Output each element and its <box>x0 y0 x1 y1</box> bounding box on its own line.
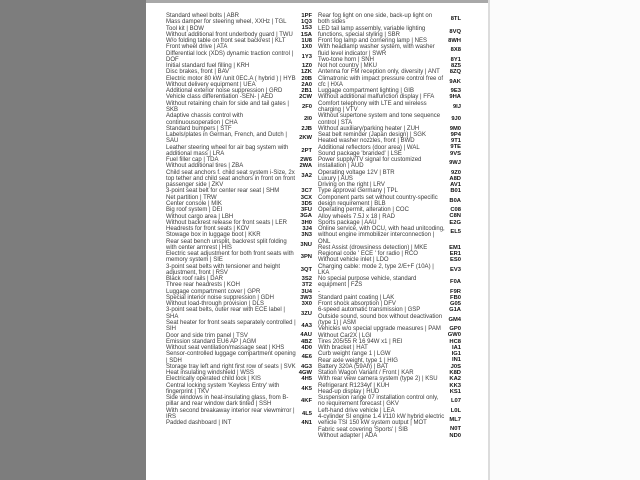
option-description: Without load-through provision | DLS <box>166 301 264 308</box>
option-description: Storage tray left and right first row of seats | SVK <box>166 363 296 370</box>
option-code: ER1 <box>449 250 461 257</box>
option-row <box>166 239 312 252</box>
option-code: 1Y3 <box>301 53 312 60</box>
option-description: Without auxiliary/parking heater | ZUH <box>318 125 420 132</box>
option-description: Outside sound, sound box without deactivation (type 1) | ASM <box>318 313 443 327</box>
option-code-column-left <box>166 13 312 427</box>
option-code: ML7 <box>449 417 461 424</box>
option-code: K8D <box>449 370 461 377</box>
option-code: 4E6 <box>301 354 312 361</box>
option-description: Without additional front underbody guard | TWU <box>166 31 293 38</box>
option-description: Type approval Germany | TPL <box>318 188 398 195</box>
option-description: Child seat anchors f. child seat system i-Size, 2x top tether and child seat anchors in front on front passenger side | ZKV <box>166 169 296 189</box>
option-code: F0A <box>450 279 461 286</box>
option-code: 8ZQ <box>449 69 461 76</box>
page-right-edge <box>488 0 490 480</box>
option-code: 1Q3 <box>301 19 312 26</box>
option-code: N0T <box>450 426 461 433</box>
option-row <box>318 395 461 408</box>
option-description: Without retaining chain for side and tail gates | SKB <box>166 100 289 113</box>
option-row <box>166 383 312 396</box>
option-code: IA1 <box>451 344 461 351</box>
option-description: Front fog lamp and cornering lamp | NES <box>318 38 427 45</box>
option-row <box>318 13 461 26</box>
option-code: 3X0 <box>301 301 312 308</box>
option-description: Component parts set without country-specific design requirement | BLB <box>318 194 438 207</box>
option-code: G05 <box>450 301 461 308</box>
option-description: Heated washer nozzles, front | BWD <box>318 138 415 145</box>
option-description: Center console | MIK <box>166 200 222 207</box>
option-code: 4KF <box>301 398 312 405</box>
option-code: GM4 <box>448 316 461 323</box>
option-code: 9P4 <box>450 131 461 138</box>
option-description: Left-hand drive vehicle | LEA <box>318 407 395 414</box>
option-description: Seat heater for front seats separately controlled | SIH <box>166 320 296 333</box>
option-code: KA2 <box>449 376 461 383</box>
option-code: 3C7 <box>301 188 312 195</box>
option-description: Sound package 'branded' | LSE <box>318 150 402 157</box>
option-row <box>318 157 461 170</box>
option-row <box>318 26 461 39</box>
option-description: Without delivery equipment | UEA <box>166 81 256 88</box>
option-row <box>166 408 312 421</box>
option-code: 4BZ <box>301 338 312 345</box>
option-code: 3T2 <box>302 282 312 289</box>
option-description: Rear fog light on one side, back-up light on both sides <box>318 13 433 26</box>
option-code: 3N3 <box>301 232 312 239</box>
option-description: Fuel filler cap | TDA <box>166 157 219 164</box>
option-code: AV1 <box>450 182 461 189</box>
option-description: Sensor-controlled luggage compartment opening | SDH <box>166 351 296 364</box>
option-description: Vehicles w/o special upgrade measures | PAM <box>318 326 441 333</box>
option-row <box>318 433 461 439</box>
option-description: W/o folding table on front seat backrest | KLT <box>166 38 286 45</box>
option-description: Headrests for front seats | KOV <box>166 226 250 233</box>
option-code: KK3 <box>449 382 461 389</box>
option-row <box>318 101 461 114</box>
option-code: 9Z0 <box>451 169 461 176</box>
option-row <box>166 113 312 126</box>
option-code: 1ZK <box>301 69 312 76</box>
option-description: Curb weight range 1 | LGW <box>318 351 391 358</box>
option-description: Two-tone horn | SNH <box>318 56 374 63</box>
option-description: Black roof rails | DAR <box>166 276 223 283</box>
option-code: 3FU <box>301 207 312 214</box>
option-description: Without additional malfunction display | FFA <box>318 94 435 101</box>
option-row <box>166 264 312 277</box>
option-description: Electric motor 80 kW /unit 0EC.A ( hybrid ) | HYB <box>166 75 296 82</box>
option-description: Mass damper for steering wheel, XXHz | TGL <box>166 19 287 26</box>
option-code: FB0 <box>450 294 461 301</box>
option-code: GW0 <box>447 332 461 339</box>
option-code: 4G3 <box>301 363 312 370</box>
option-description: Luggage compartment cover | GPR <box>166 288 261 295</box>
option-code: 8X8 <box>450 47 461 54</box>
option-row <box>166 170 312 189</box>
option-description: Sports package | AAU <box>318 219 377 226</box>
option-description: 6-speed automatic transmission | GSP <box>318 307 421 314</box>
option-description: Online service, with OCU, with head unitcoding, without engine immobilizer interconnection | ONL <box>318 226 445 245</box>
option-description: Without seat ventilation/massage seat | KHS <box>166 345 285 352</box>
option-row <box>166 145 312 158</box>
option-description: Luxury | AUS <box>318 175 353 182</box>
option-description: Side windows in heat-insulating glass, from B-pillar and rear window dark tinted | SSH <box>166 395 289 408</box>
option-description: Rear seat bench unsplit, backrest split folding with center armrest | HIS <box>166 238 287 251</box>
option-code: EM1 <box>449 244 461 251</box>
option-description: Without Car2X | LGI <box>318 332 372 339</box>
option-code: 8Y1 <box>450 56 461 63</box>
option-description: Emission standard EU6 AP | AGM <box>166 338 257 345</box>
option-description: Comfort telephony with LTE and wireless charging | VTV <box>318 100 427 113</box>
option-code: 8Z5 <box>451 63 461 69</box>
option-code: 2I0 <box>303 116 312 123</box>
option-code: 1U8 <box>301 37 312 44</box>
option-code: 20B <box>301 75 312 82</box>
option-row <box>166 420 312 426</box>
option-row <box>166 132 312 145</box>
option-code: 9M0 <box>449 125 461 132</box>
option-description: Without vehicle inlet | LDO <box>318 257 389 264</box>
option-description: Antenna for FM reception only, diversity | ANT <box>318 69 440 76</box>
option-description: Central locking system 'Keyless Entry' with fingerprint | TKV <box>166 382 280 395</box>
option-description: Special interior noise suppression | GDH <box>166 294 274 301</box>
option-code: 3D5 <box>301 200 312 207</box>
option-code: F9R <box>450 288 461 295</box>
option-description: With headlamp washer system, with washer fluid level indicator | SWR <box>318 44 435 57</box>
option-code: 4GW <box>298 370 312 377</box>
option-code: 9J0 <box>451 116 461 123</box>
option-row <box>318 195 461 208</box>
option-row <box>318 414 461 427</box>
option-description: Heat insulating windshield | WSS <box>166 370 254 377</box>
option-description: Without additional tires | ZBA <box>166 163 244 170</box>
option-description: Additional exterior noise suppression | GRD <box>166 88 283 95</box>
option-description: Without adapter | ADA <box>318 432 378 439</box>
option-description: Power supply/TV signal for customized installation | AUD <box>318 157 422 170</box>
option-description: Disc brakes, front | BAV <box>166 69 230 76</box>
option-row <box>318 44 461 57</box>
option-description: 4-cylinder SI engine 1.4 l/110 kW hybrid electric vehicle TSI 150 kW system output | MOT <box>318 414 445 427</box>
option-code: 2B1 <box>301 88 312 95</box>
option-description: Not hot country | MKU <box>318 63 377 70</box>
option-code: 8WH <box>448 37 461 44</box>
option-description: Front shock absorption | DFV <box>318 301 396 308</box>
option-code: 2KW <box>299 135 312 142</box>
option-code: EV3 <box>450 266 461 273</box>
option-description: Standard paint coating | LAK <box>318 294 395 301</box>
option-description: Station Wagon Variant / Front | KAR <box>318 370 414 377</box>
option-description: Big roof system | DEI <box>166 207 223 214</box>
option-code: 8TL <box>450 16 461 23</box>
option-row <box>166 320 312 333</box>
option-code: 9WJ <box>449 160 461 167</box>
option-code: L07 <box>451 398 461 405</box>
option-code: 3S2 <box>301 276 312 283</box>
option-code: 2W6 <box>300 156 312 163</box>
option-code: IN1 <box>451 357 461 364</box>
option-code: ND0 <box>449 432 461 439</box>
option-code: 4K5 <box>301 385 312 392</box>
option-row <box>318 76 461 89</box>
option-code: 2CW <box>299 94 312 101</box>
option-code: 9IJ <box>452 103 461 110</box>
option-code: 3PN <box>300 254 312 261</box>
option-code: 3QT <box>300 266 312 273</box>
option-code: 3W3 <box>300 294 312 301</box>
option-code: 2JB <box>301 125 312 132</box>
option-code: 4N1 <box>301 420 312 427</box>
option-description: Driving on the right | LRV <box>318 182 385 189</box>
option-description: Standard wheel bolts | ABR <box>166 13 239 19</box>
option-code: 1Z0 <box>302 63 312 69</box>
option-code: G1A <box>449 307 461 314</box>
option-description: Electric seat adjustment for both front seats with memory system | SIE <box>166 251 294 264</box>
option-code: KS1 <box>449 388 461 395</box>
option-code: 3CX <box>300 194 312 201</box>
option-row <box>166 51 312 64</box>
option-row <box>166 101 312 114</box>
option-description: - <box>318 288 320 295</box>
option-code: EL5 <box>450 229 461 236</box>
option-description: Climatronic with impact pressure control free of cfc | HXA <box>318 75 444 88</box>
option-code: 3ZU <box>301 310 312 317</box>
option-code: 2PT <box>301 147 312 154</box>
option-code-column-right <box>318 13 461 439</box>
option-code: 9HA <box>449 94 461 101</box>
option-description: Electrically operated child lock | KIS <box>166 376 261 383</box>
option-description: Stowage box in luggage boot | KKR <box>166 232 261 239</box>
option-description: Regional code ' ECE ' for radio | RCO <box>318 251 418 258</box>
option-description: Tool kit | BOW <box>166 25 204 32</box>
option-description: With bracket | HAT <box>318 345 368 352</box>
option-description: Battery 320A (59Ah) | BAT <box>318 363 389 370</box>
option-code: 9TE <box>450 144 461 151</box>
option-description: Head-up display | HUD <box>318 388 380 395</box>
option-code: 9E3 <box>450 88 461 95</box>
option-code: 4A3 <box>301 323 312 330</box>
option-row <box>166 351 312 364</box>
option-description: Tires 205/55 R 16 94W x1 | REI <box>318 338 403 345</box>
option-description: Refrigerant R1234yf | KUH <box>318 382 390 389</box>
option-row <box>166 251 312 264</box>
option-description: Net partition | TRW <box>166 194 217 201</box>
option-code: GP0 <box>449 326 461 333</box>
option-description: Labels/plates in German, French, and Dutch | SAU <box>166 132 287 145</box>
option-row <box>318 226 461 245</box>
option-code: 1PF <box>301 12 312 19</box>
option-description: With second breakaway interior rear viewmirror | IRS <box>166 407 295 420</box>
option-code: IG1 <box>451 351 461 358</box>
option-code: 3A2 <box>301 172 312 179</box>
option-code: 1S3 <box>301 25 312 32</box>
option-code: 2A0 <box>301 81 312 88</box>
option-code: 4D0 <box>301 344 312 351</box>
option-description: Door and side trim panel | TSV <box>166 332 248 339</box>
option-description: Additional reflectors (door area) | WAL <box>318 144 420 151</box>
option-description: Operating voltage 12V | BTR <box>318 169 395 176</box>
option-code: 3U4 <box>301 288 312 295</box>
option-code: 1SA <box>300 31 312 38</box>
option-description: Without cargo area | LBH <box>166 213 234 220</box>
option-code: E2G <box>449 219 461 226</box>
option-description: No special purpose vehicle, standard equipment | FZS <box>318 276 417 289</box>
option-code: J0S <box>450 363 461 370</box>
option-code: 8VQ <box>449 28 461 35</box>
option-description: Suspension range 07 installation control only, no requirement forecast | GKV <box>318 395 439 408</box>
option-code: 9T1 <box>451 138 461 145</box>
option-description: Without backrest release for front seats | LER <box>166 219 287 226</box>
option-description: Luggage compartment lighting | GIB <box>318 88 414 95</box>
option-row <box>318 314 461 327</box>
option-row <box>318 276 461 289</box>
option-code: L0L <box>450 407 461 414</box>
option-code: 4L5 <box>302 410 312 417</box>
option-code: 2F0 <box>302 103 312 110</box>
option-description: LED tail lamp assembly, variable lighting functions, special styling | SBR <box>318 25 426 38</box>
option-description: Three rear headrests | KOH <box>166 282 240 289</box>
option-row <box>318 264 461 277</box>
option-code: C8N <box>449 213 461 220</box>
option-code: B0A <box>449 197 461 204</box>
option-code: ES0 <box>450 257 461 264</box>
option-row <box>166 395 312 408</box>
option-description: 3-point seat belts, outer rear with ECE label | SHA <box>166 307 285 320</box>
option-code: 3J4 <box>302 225 312 232</box>
option-description: Standard bumpers | STF <box>166 125 232 132</box>
option-code: 3GA <box>300 213 312 220</box>
option-code: HC8 <box>449 338 461 345</box>
option-code: 3H0 <box>301 219 312 226</box>
option-description: Without supertone system and tone sequence control | STA <box>318 113 441 126</box>
option-description: Vehicle class differentiation -SEN- | AED <box>166 94 274 101</box>
option-code: 4AU <box>300 332 312 339</box>
option-description: Adaptive chassis control with continuousoperation | CHA <box>166 113 244 126</box>
option-row <box>318 113 461 126</box>
option-description: Rear axle weight, type 1 | HIG <box>318 357 398 364</box>
option-code: B01 <box>450 188 461 195</box>
page-top-edge <box>146 0 488 3</box>
option-description: With rear view camera system (type 2) | KSU <box>318 376 438 383</box>
option-description: Differential lock (XDS) dynamic traction control | DOF <box>166 50 294 63</box>
option-description: Initial standard fuel filling | KRH <box>166 63 250 70</box>
option-description: Front wheel drive | ATA <box>166 44 228 51</box>
option-code: 9AK <box>449 78 461 85</box>
option-description: Charging cable: mode 2, type 2/E+F (10A) | LKA <box>318 263 434 276</box>
option-code: A8D <box>449 175 461 182</box>
option-code: 2WA <box>299 163 312 170</box>
option-description: Padded dashboard | INT <box>166 420 232 427</box>
option-code: 3NU <box>300 241 312 248</box>
option-code: C08 <box>450 207 461 214</box>
option-description: 3-point seat belts with tensioner and height adjustment, front | RSV <box>166 263 281 276</box>
option-description: Seat belt reminder (Japan design) | SGK <box>318 132 426 139</box>
option-code: 4H5 <box>301 376 312 383</box>
option-description: Operating permit, alteration | COC <box>318 207 409 214</box>
option-description: Rest Assist (drowsiness detection) | MKE <box>318 244 428 251</box>
option-code: 1X0 <box>301 44 312 51</box>
option-description: Fabric seat covering 'Sports' | SIB <box>318 426 408 433</box>
option-code: 9VS <box>450 150 461 157</box>
option-description: Leather steering wheel for air bag system with additional mass | LRA <box>166 144 289 157</box>
option-description: 3-point seat belt for center rear seat | SHM <box>166 188 280 195</box>
option-description: Alloy wheels 7.5J x 18 | RAD <box>318 213 395 220</box>
document-left-margin <box>0 0 146 480</box>
option-row <box>166 307 312 320</box>
